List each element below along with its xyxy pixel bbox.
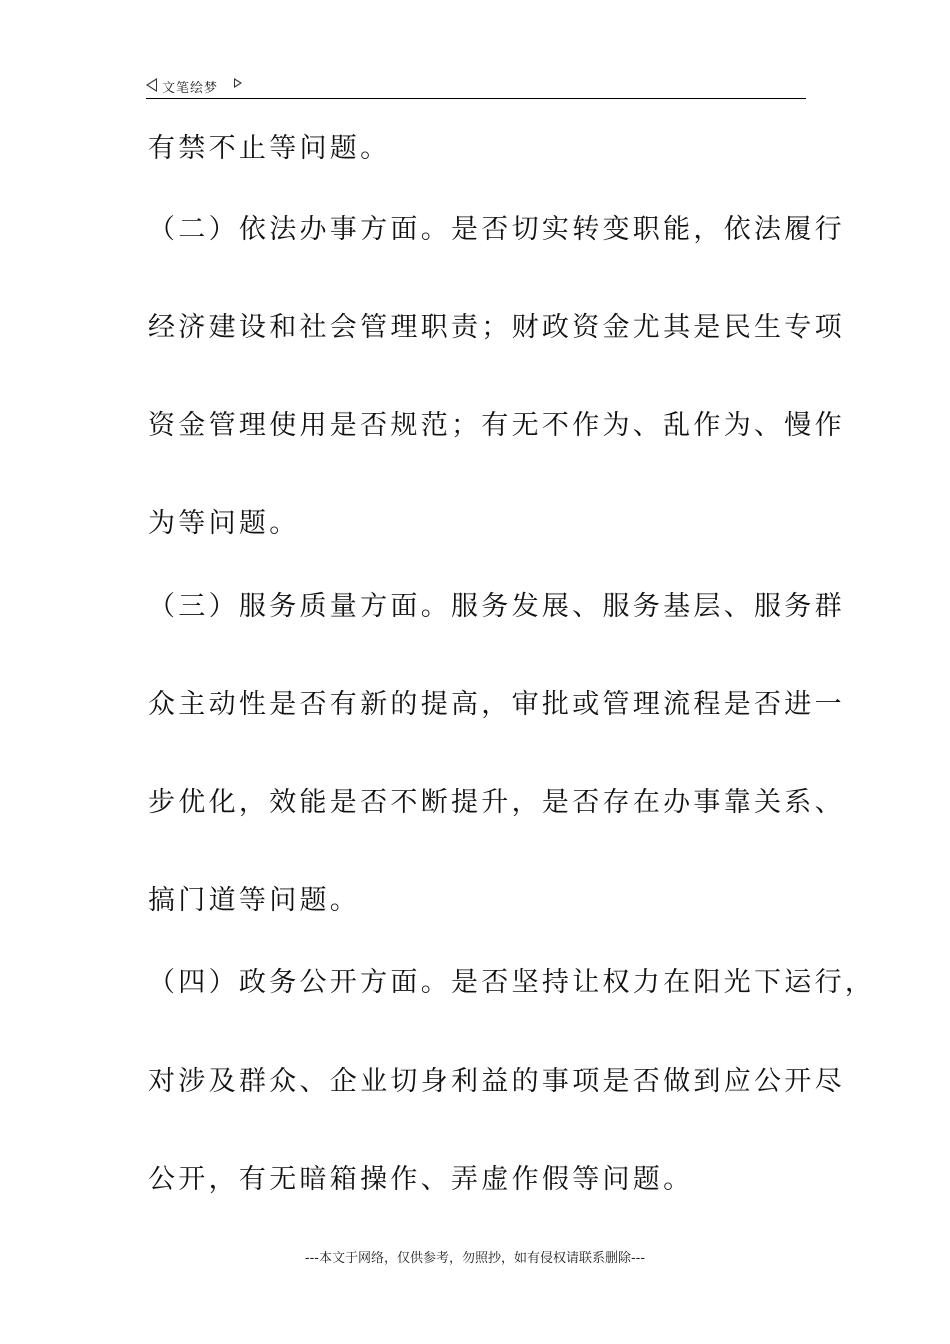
body-line: 为等问题。 — [148, 508, 300, 539]
body-line: （三）服务质量方面。服务发展、服务基层、服务群 — [148, 591, 845, 622]
body-line: 经济建设和社会管理职责；财政资金尤其是民生专项 — [148, 312, 845, 343]
header-brand: 文笔绘梦 — [162, 81, 219, 96]
body-line: （二）依法办事方面。是否切实转变职能，依法履行 — [148, 214, 845, 245]
body-line: 对涉及群众、企业切身利益的事项是否做到应公开尽 — [148, 1066, 845, 1097]
body-line: 有禁不止等问题。 — [148, 133, 391, 164]
body-line: 步优化，效能是否不断提升，是否存在办事靠关系、 — [148, 787, 845, 818]
footer-disclaimer: ---本文于网络，仅供参考，勿照抄，如有侵权请联系删除--- — [304, 1251, 646, 1266]
body-line: 资金管理使用是否规范；有无不作为、乱作为、慢作 — [148, 410, 845, 441]
page-header — [146, 74, 806, 99]
body-line: 公开，有无暗箱操作、弄虚作假等问题。 — [148, 1164, 694, 1195]
triangle-left-icon — [146, 78, 157, 92]
body-line: 搞门道等问题。 — [148, 885, 361, 916]
triangle-right-icon — [234, 78, 242, 88]
body-line: （四）政务公开方面。是否坚持让权力在阳光下运行， — [148, 967, 876, 998]
body-line: 众主动性是否有新的提高，审批或管理流程是否进一 — [148, 689, 845, 720]
